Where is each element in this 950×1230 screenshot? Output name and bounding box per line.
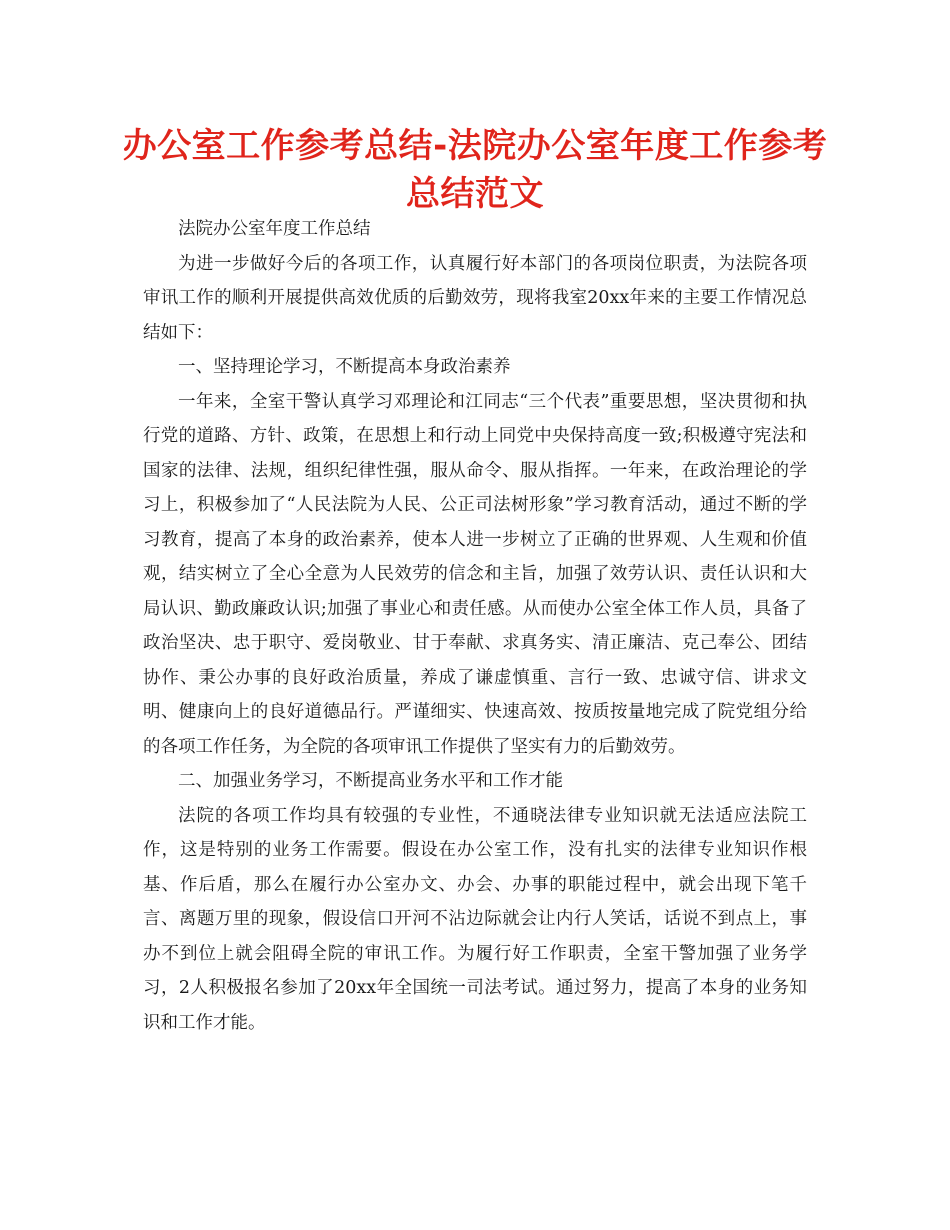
paragraph-intro: 为进一步做好今后的各项工作，认真履行好本部门的各项岗位职责，为法院各项审讯工作的顺利开展提供高效优质的后勤效劳，现将我室20xx年来的主要工作情况总结如下： [143, 253, 807, 343]
paragraph-section-1: 一年来，全室干警认真学习邓理论和江同志“三个代表”重要思想，坚决贯彻和执行党的道路、方针、政策，在思想上和行动上同党中央保持高度一致;积极遵守宪法和国家的法律、法规，组织纪律性强，服从命令、服从指挥。一年来，在政治理论的学习上，积极参加了“人民法院为人民、公正司法树形象”学习教育活动，通过不断的学习教育，提高了本身的政治素养，使本人进一步树立了正确的世界观、人生观和价值观，结实树立了全心全意为人民效劳的信念和主旨，加强了效劳认识、责任认识和大局认识、勤政廉政认识;加强了事业心和责任感。从而使办公室全体工作人员，具备了政治坚决、忠于职守、爱岗敬业、甘于奉献、求真务实、清正廉洁、克己奉公、团结协作、秉公办事的良好政治质量，养成了谦虚慎重、言行一致、忠诚守信、讲求文明、健康向上的良好道德品行。严谨细实、快速高效、按质按量地完成了院党组分给的各项工作任务，为全院的各项审讯工作提供了坚实有力的后勤效劳。 [143, 391, 807, 757]
section-heading-1: 一、坚持理论学习，不断提高本身政治素养 [178, 357, 511, 377]
document-body [143, 212, 807, 1040]
document-title: 办公室工作参考总结-法院办公室年度工作参考总结范文 [122, 126, 828, 214]
section-heading-2: 二、加强业务学习，不断提高业务水平和工作才能 [178, 771, 563, 791]
paragraph-section-2: 法院的各项工作均具有较强的专业性，不通晓法律专业知识就无法适应法院工作，这是特别的业务工作需要。假设在办公室工作，没有扎实的法律专业知识作根基、作后盾，那么在履行办公室办文、办会、办事的职能过程中，就会出现下笔千言、离题万里的现象，假设信口开河不沾边际就会让内行人笑话，话说不到点上，事办不到位上就会阻碍全院的审讯工作。为履行好工作职责，全室干警加强了业务学习，2人积极报名参加了20xx年全国统一司法考试。通过努力，提高了本身的业务知识和工作才能。 [143, 805, 807, 1033]
paragraph-subtitle: 法院办公室年度工作总结 [178, 219, 371, 239]
